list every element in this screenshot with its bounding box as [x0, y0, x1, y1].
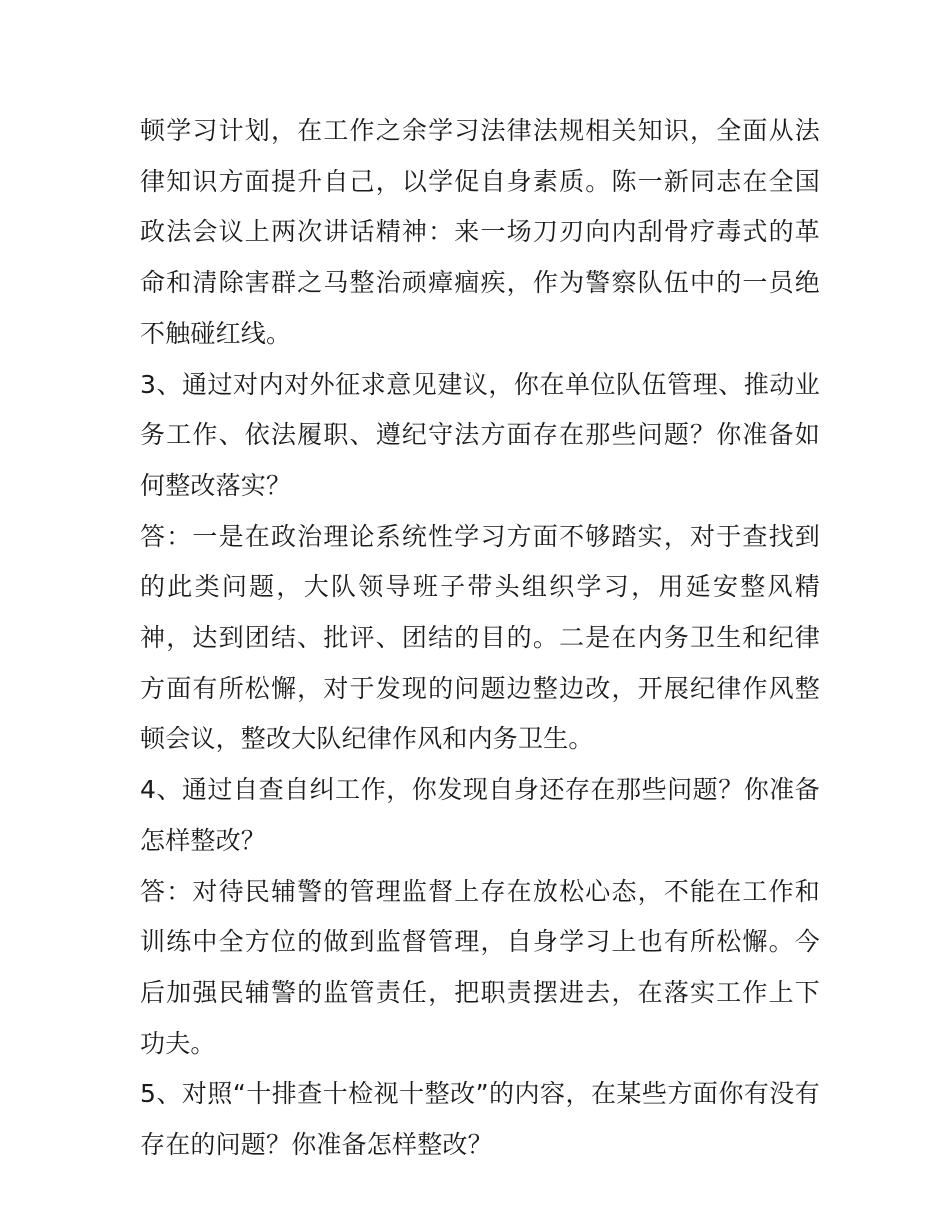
- question-5: 5、对照“十排查十检视十整改”的内容，在某些方面你有没有存在的问题？你准备怎样整改？: [140, 1079, 820, 1160]
- question-3: 3、通过对内对外征求意见建议，你在单位队伍管理、推动业务工作、依法履职、遵纪守法方面存在那些问题？你准备如何整改落实？: [140, 369, 820, 500]
- answer-4: 答：对待民辅警的管理监督上存在放松心态，不能在工作和训练中全方位的做到监督管理，自身学习上也有所松懈。今后加强民辅警的监管责任，把职责摆进去，在落实工作上下功夫。: [140, 876, 820, 1058]
- answer-3: 答：一是在政治理论系统性学习方面不够踏实，对于查找到的此类问题，大队领导班子带头组织学习，用延安整风精神，达到团结、批评、团结的目的。二是在内务卫生和纪律方面有所松懈，对于发现的问题边整边改，开展纪律作风整顿会议，整改大队纪律作风和内务卫生。: [140, 521, 820, 754]
- question-4: 4、通过自查自纠工作，你发现自身还存在那些问题？你准备怎样整改？: [140, 775, 820, 855]
- paragraph-continuation: 顿学习计划，在工作之余学习法律法规相关知识，全面从法律知识方面提升自己，以学促自身素质。陈一新同志在全国政法会议上两次讲话精神：来一场刀刃向内刮骨疗毒式的革命和清除害群之马整治顽瘴痼疾，作为警察队伍中的一员绝不触碰红线。: [140, 116, 820, 348]
- document-body: [140, 106, 820, 1171]
